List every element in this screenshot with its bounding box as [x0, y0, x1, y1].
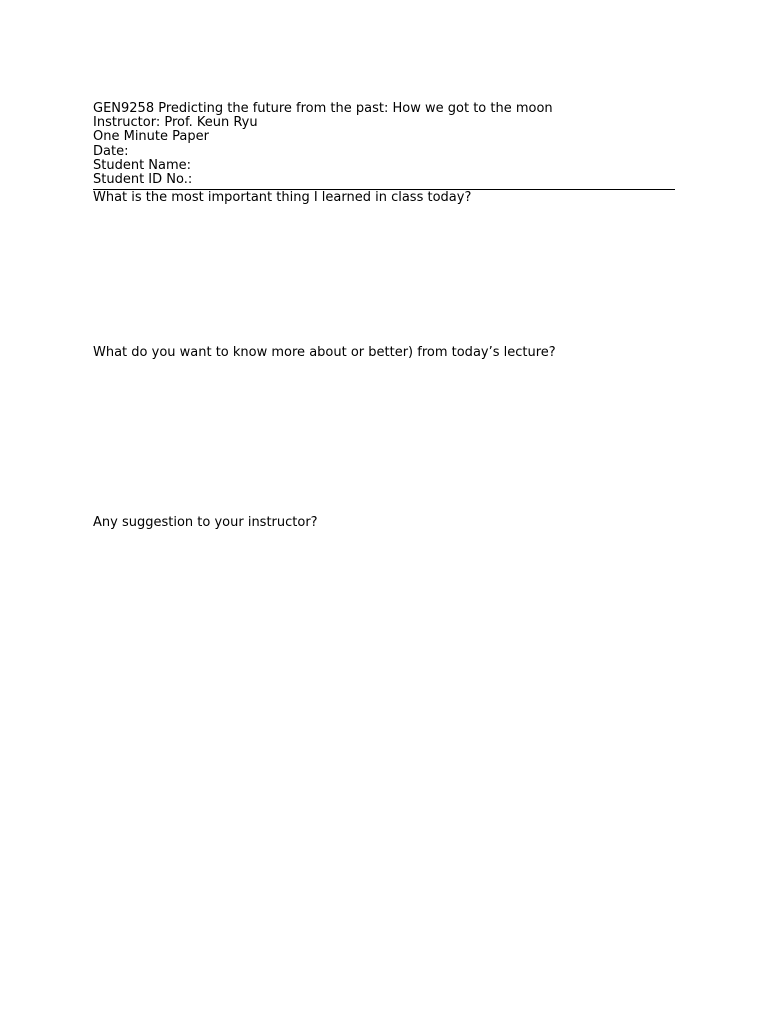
student-id-field-label: Student ID No.: [93, 172, 193, 188]
form-title: One Minute Paper [93, 129, 209, 145]
question-want-to-know-more: What do you want to know more about or better) from today’s lecture? [93, 345, 556, 360]
question-suggestion: Any suggestion to your instructor? [93, 515, 318, 530]
document-header [93, 102, 675, 187]
student-name-field-label: Student Name: [93, 157, 192, 173]
course-title: GEN9258 Predicting the future from the past: How we got to the moon [93, 101, 553, 116]
question-important-learning: What is the most important thing I learned in class today? [93, 190, 472, 205]
instructor-line: Instructor: Prof. Keun Ryu [93, 115, 258, 131]
date-field-label: Date: [93, 143, 129, 159]
